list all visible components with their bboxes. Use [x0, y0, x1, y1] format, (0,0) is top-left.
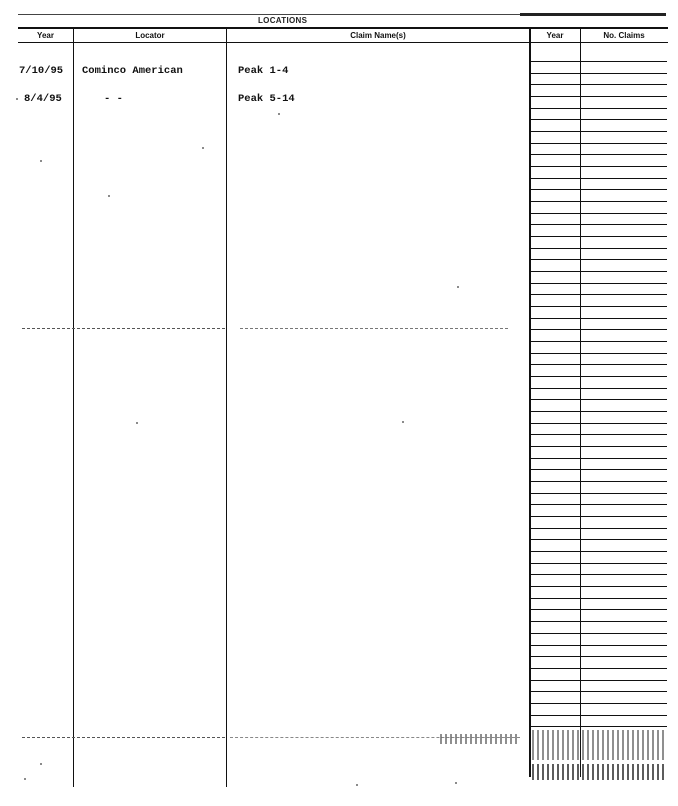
scan-speck: [16, 98, 18, 100]
scan-speck: [457, 286, 459, 288]
scan-dash-bottom-left: [22, 737, 225, 738]
assessment-ruled-line: [530, 201, 667, 202]
col-header-assessment-year: Year: [546, 31, 564, 40]
row-2-claim-names: Peak 5-14: [238, 93, 295, 105]
assessment-ruled-line: [530, 283, 667, 284]
assessment-ruled-line: [530, 598, 667, 599]
assessment-ruled-line: [530, 434, 667, 435]
assessment-ruled-line: [530, 119, 667, 120]
assessment-ruled-line: [530, 364, 667, 365]
assessment-ruled-line: [530, 528, 667, 529]
col-header-claim-names: Claim Name(s): [350, 31, 406, 40]
row-1-locator: Cominco American: [82, 65, 183, 77]
assessment-ruled-line: [530, 411, 667, 412]
assessment-ruled-line: [530, 96, 667, 97]
assessment-ruled-line: [530, 306, 667, 307]
assessment-ruled-line: [530, 236, 667, 237]
assessment-ruled-line: [530, 481, 667, 482]
assessment-ruled-line: [530, 108, 667, 109]
assessment-ruled-line: [530, 154, 667, 155]
assessment-ruled-line: [530, 715, 667, 716]
scan-noise: [532, 764, 666, 780]
top-rule-thick: [520, 13, 666, 16]
row-2-locator: - -: [104, 93, 123, 105]
scan-noise: [532, 730, 666, 760]
assessment-ruled-line: [530, 504, 667, 505]
assessment-ruled-line: [530, 224, 667, 225]
col-divider-claims: [529, 27, 531, 777]
scan-dash-middle: [240, 328, 508, 329]
assessment-ruled-line: [530, 341, 667, 342]
assessment-ruled-line: [530, 84, 667, 85]
scan-speck: [202, 147, 204, 149]
assessment-ruled-line: [530, 178, 667, 179]
row-1-claim-names: Peak 1-4: [238, 65, 289, 77]
header-top-rule: [18, 27, 668, 29]
col-header-locator: Locator: [135, 31, 165, 40]
assessment-ruled-line: [530, 294, 667, 295]
assessment-ruled-line: [530, 143, 667, 144]
scan-speck: [40, 160, 42, 162]
scan-speck: [402, 421, 404, 423]
header-bottom-rule: [18, 42, 668, 43]
assessment-ruled-line: [530, 189, 667, 190]
assessment-ruled-line: [530, 469, 667, 470]
col-divider-assessment: [580, 27, 581, 777]
assessment-ruled-line: [530, 563, 667, 564]
assessment-ruled-line: [530, 609, 667, 610]
assessment-ruled-line: [530, 248, 667, 249]
col-header-year: Year: [37, 31, 54, 40]
assessment-ruled-line: [530, 656, 667, 657]
assessment-ruled-line: [530, 131, 667, 132]
assessment-ruled-line: [530, 645, 667, 646]
assessment-ruled-line: [530, 539, 667, 540]
assessment-ruled-line: [530, 388, 667, 389]
assessment-ruled-line: [530, 586, 667, 587]
assessment-ruled-line: [530, 633, 667, 634]
assessment-ruled-line: [530, 259, 667, 260]
assessment-ruled-line: [530, 458, 667, 459]
col-header-no-claims: No. Claims: [603, 31, 645, 40]
assessment-ruled-line: [530, 446, 667, 447]
assessment-ruled-line: [530, 703, 667, 704]
assessment-ruled-line: [530, 166, 667, 167]
assessment-ruled-line: [530, 551, 667, 552]
row-1-year: 7/10/95: [19, 65, 64, 77]
assessment-ruled-line: [530, 329, 667, 330]
scan-speck: [108, 195, 110, 197]
assessment-ruled-line: [530, 376, 667, 377]
assessment-ruled-line: [530, 726, 667, 727]
scan-speck: [136, 422, 138, 424]
assessment-ruled-line: [530, 271, 667, 272]
locations-section-title: LOCATIONS: [258, 16, 308, 25]
assessment-ruled-line: [530, 621, 667, 622]
col-divider-year: [73, 27, 74, 787]
scan-speck: [356, 784, 358, 786]
assessment-ruled-line: [530, 213, 667, 214]
assessment-ruled-line: [530, 353, 667, 354]
assessment-ruled-line: [530, 423, 667, 424]
assessment-ruled-line: [530, 691, 667, 692]
col-divider-locator: [226, 27, 227, 787]
assessment-ruled-line: [530, 73, 667, 74]
assessment-ruled-line: [530, 668, 667, 669]
assessment-ruled-line: [530, 574, 667, 575]
assessment-ruled-line: [530, 493, 667, 494]
scan-noise: [440, 734, 520, 744]
scan-speck: [24, 778, 26, 780]
assessment-ruled-line: [530, 399, 667, 400]
assessment-ruled-line: [530, 318, 667, 319]
scan-speck: [455, 782, 457, 784]
scan-speck: [40, 763, 42, 765]
scan-speck: [278, 113, 280, 115]
assessment-ruled-line: [530, 61, 667, 62]
assessment-ruled-line: [530, 680, 667, 681]
row-2-year: 8/4/95: [24, 93, 62, 105]
scan-dash-left: [22, 328, 225, 329]
assessment-ruled-line: [530, 516, 667, 517]
